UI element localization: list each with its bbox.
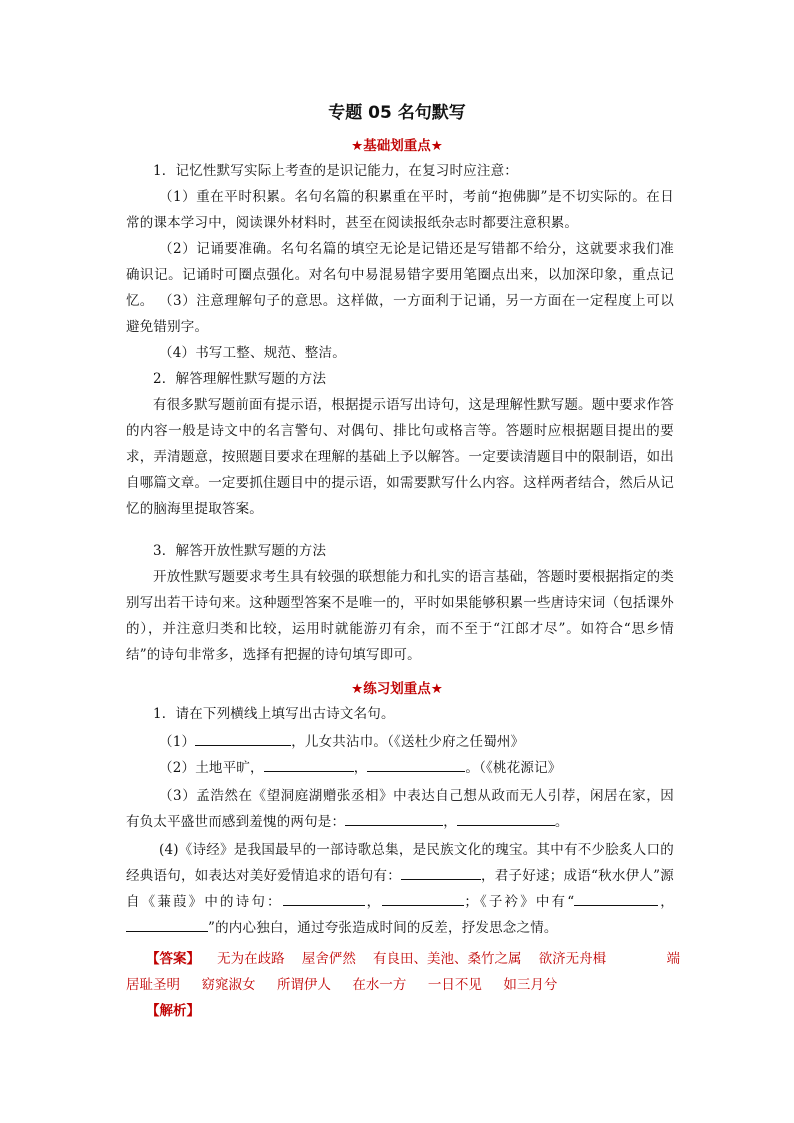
- basics-point-1-item-2: （2）记诵要准确。名句名篇的填空无论是记错还是写错都不给分，这就要求我们准确识记。记诵时可圈点强化。对名句中易混易错字要用笔圈点出来，以加深印象，重点记忆。: [126, 241, 674, 309]
- question-2: [126, 755, 674, 781]
- question-2-blank-2[interactable]: [367, 756, 465, 772]
- question-3-suffix: 。: [554, 814, 569, 830]
- question-1: [126, 729, 674, 755]
- question-4-blank-2[interactable]: [283, 890, 365, 906]
- question-4-text: (4)《诗经》是我国最早的一部诗歌总集，是民族文化的瑰宝。其中有不少脍炙人口的经典语句，如表达对美好爱情追求的语句有：: [126, 842, 674, 884]
- question-3-blank-1[interactable]: [345, 810, 443, 826]
- question-3-blank-2[interactable]: [457, 810, 555, 826]
- basics-point-2-body: 有很多默写题前面有提示语，根据提示语写出诗句，这是理解性默写题。题中要求作答的内容一般是诗文中的名言警句、对偶句、排比句或格言等。答题时应根据题目提出的要求，弄清题意，按照题目要求在理解的基础上予以解答。一定要读清题目中的限制语，如出自哪篇文章。一定要抓住题目中的提示语，如需要默写什么内容。这样两者结合，然后从记忆的脑海里提取答案。: [126, 397, 674, 517]
- question-1-prefix: （1）: [159, 734, 196, 750]
- answer-item: 欲济无舟楫: [538, 951, 607, 967]
- basics-point-2-heading: 2．解答理解性默写题的方法: [153, 371, 327, 387]
- question-2-blank-1[interactable]: [264, 756, 354, 772]
- answer-item: 一日不见: [427, 977, 482, 993]
- question-4-part-d: ，: [658, 894, 675, 910]
- question-4-part-e: ”的内心独白，通过夸张造成时间的反差，抒发思念之情。: [208, 920, 558, 936]
- question-4-blank-5[interactable]: [126, 916, 208, 932]
- section-heading-practice: ★练习划重点★: [351, 681, 443, 697]
- answer-item: 无为在歧路: [217, 951, 285, 967]
- question-4-blank-1[interactable]: [401, 864, 481, 880]
- question-2-prefix: （2）土地平旷，: [159, 760, 264, 776]
- question-3-text: （3）孟浩然在《望洞庭湖赠张丞相》中表达自己想从政而无人引荐，闲居在家，因有负太平盛世而感到羞愧的两句是：: [126, 788, 674, 830]
- answer-item: 屋舍俨然: [301, 951, 356, 967]
- question-4: [126, 837, 674, 941]
- question-4-part-c: ；《子衿》中有“: [464, 894, 575, 910]
- question-4-part-b: ，: [364, 894, 383, 910]
- question-4-blank-4[interactable]: [574, 890, 658, 906]
- answer-item: 如三月兮: [503, 977, 558, 993]
- basics-point-1-item-3: （3）注意理解句子的意思。这样做，一方面利于记诵，另一方面在一定程度上可以避免错别字。: [126, 293, 674, 335]
- basics-point-1-item-1: （1）重在平时积累。名句名篇的积累重在平时，考前“抱佛脚”是不切实际的。在日常的课本学习中，阅读课外材料时，甚至在阅读报纸杂志时都要注意积累。: [126, 189, 674, 231]
- basics-point-1-heading: 1．记忆性默写实际上考查的是识记能力，在复习时应注意：: [153, 163, 518, 179]
- answer-label: 【答案】: [146, 951, 200, 967]
- answer-line-1-tail: [650, 946, 680, 972]
- answer-item: 端: [666, 951, 680, 967]
- question-2-separator: ，: [353, 760, 368, 776]
- basics-point-1-item-4: （4）书写工整、规范、整洁。: [159, 345, 346, 361]
- question-1-blank[interactable]: [195, 730, 291, 746]
- question-4-part-a: ，君子好逑；成语“秋水伊人”源自《蒹葭》中的诗句：: [126, 868, 674, 910]
- answer-line-2: [126, 972, 674, 998]
- answer-line-1: [146, 946, 674, 972]
- answer-item: 在水一方: [352, 977, 407, 993]
- answer-item: 有良田、美池、桑竹之属: [373, 951, 522, 967]
- question-3-separator: ，: [443, 814, 457, 830]
- question-3: [126, 783, 674, 835]
- basics-point-3-body: 开放性默写题要求考生具有较强的联想能力和扎实的语言基础，答题时要根据指定的类别写出若干诗句来。这种题型答案不是唯一的，平时如果能够积累一些唐诗宋词（包括课外的），并注意归类和比较，运用时就能游刃有余，而不至于“江郎才尽”。如符合“思乡情结”的诗句非常多，选择有把握的诗句填写即可。: [126, 569, 674, 663]
- question-2-suffix: 。（《桃花源记》: [465, 760, 562, 776]
- question-4-blank-3[interactable]: [382, 890, 464, 906]
- page-title: 专题 05 名句默写: [328, 103, 466, 123]
- question-1-suffix: ，儿女共沾巾。（《送杜少府之任蜀州》: [291, 734, 525, 750]
- question-heading: 1．请在下列横线上填写出古诗文名句。: [153, 706, 395, 722]
- analysis-label: 【解析】: [146, 1003, 200, 1019]
- answer-item: 所谓伊人: [276, 977, 331, 993]
- basics-point-3-heading: 3．解答开放性默写题的方法: [153, 543, 327, 559]
- answer-item: 居耻圣明: [126, 977, 180, 993]
- section-heading-basics: ★基础划重点★: [351, 138, 443, 154]
- answer-item: 窈窕淑女: [201, 977, 256, 993]
